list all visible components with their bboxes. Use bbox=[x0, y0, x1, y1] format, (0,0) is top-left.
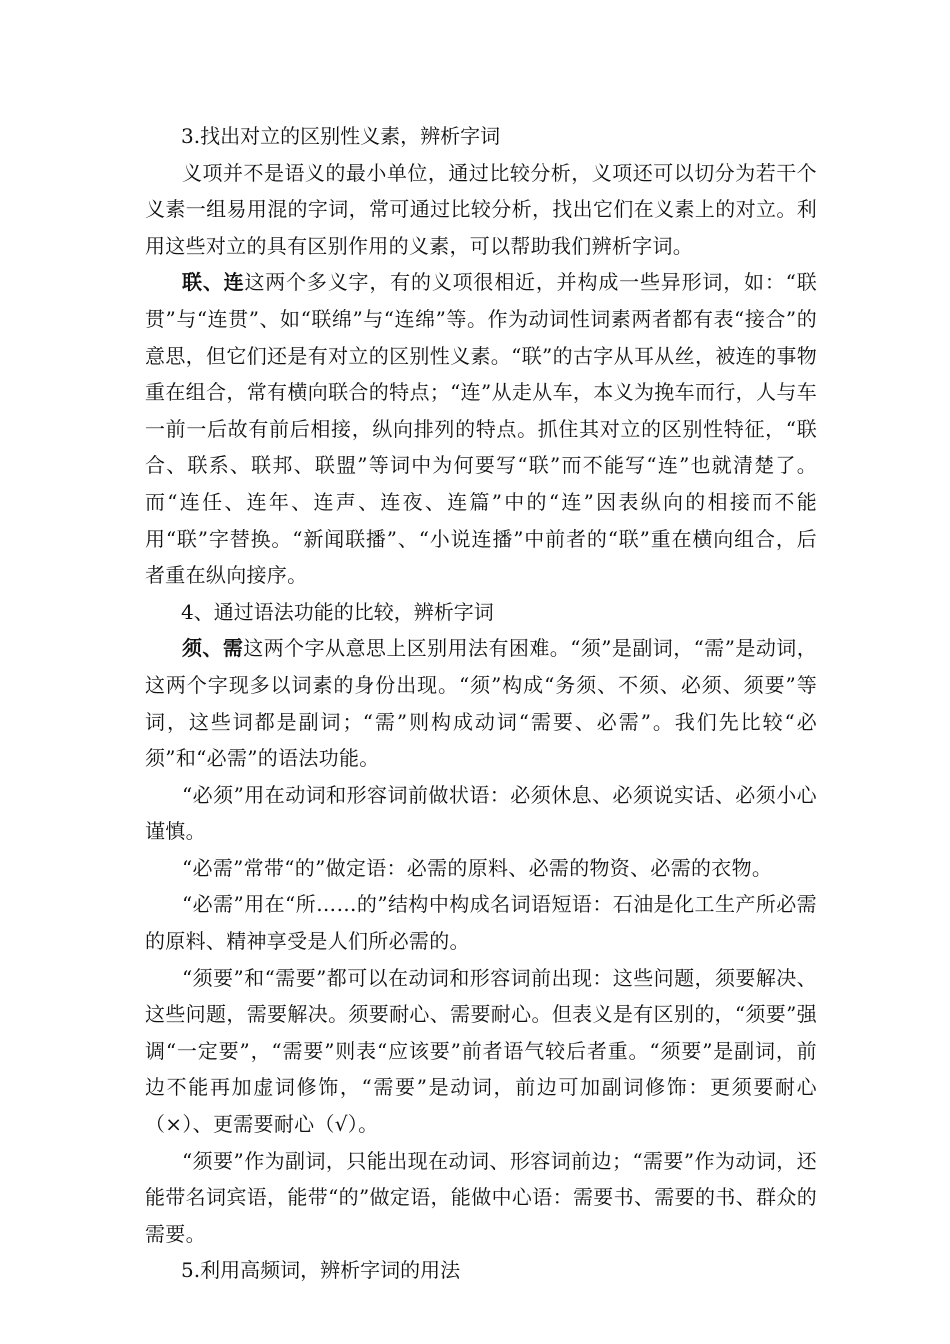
paragraph-xuyao-compare: “须要”和“需要”都可以在动词和形容词前出现：这些问题，须要解决、这些问题，需要解决。须要耐心、需要耐心。但表义是有区别的，“须要”强调“一定要”，“需要”则表“应该要”前者语气较后者重。“须要”是副词，前边不能再加虚词修饰，“需要”是动词，前边可加副词修饰：更须要耐心（×）、更需要耐心（√）。 bbox=[145, 965, 817, 1137]
paragraph-bixu-suode: “必需”用在“所……的”结构中构成名词语短语：石油是化工生产所必需的原料、精神享受是人们所必需的。 bbox=[145, 892, 817, 954]
paragraph-xu-xu bbox=[145, 630, 817, 776]
section-heading-4: 4、通过语法功能的比较，辨析字词 bbox=[181, 599, 494, 624]
paragraph-xu-xu-text: 这两个字从意思上区别用法有困难。“须”是副词，“需”是动词，这两个字现多以词素的身份出现。“须”构成“务须、不须、必须、须要”等词，这些词都是副词；“需”则构成动词“需要、必需”。我们先比较“必须”和“必需”的语法功能。 bbox=[145, 636, 817, 771]
document-page bbox=[145, 118, 817, 1289]
section-heading-5: 5.利用高频词，辨析字词的用法 bbox=[181, 1258, 461, 1283]
paragraph-xuyao-function: “须要”作为副词，只能出现在动词、形容词前边；“需要”作为动词，还能带名词宾语，能带“的”做定语，能做中心语：需要书、需要的书、群众的需要。 bbox=[145, 1148, 817, 1246]
paragraph-lian-lian bbox=[145, 264, 817, 593]
paragraph-lian-lian-text: 这两个多义字，有的义项很相近，并构成一些异形词，如：“联贯”与“连贯”、如“联绵”与“连绵”等。作为动词性词素两者都有表“接合”的意思，但它们还是有对立的区别性义素。“联”的古字从耳从丝，被连的事物重在组合，常有横向联合的特点；“连”从走从车，本义为挽车而行，人与车一前一后故有前后相接，纵向排列的特点。抓住其对立的区别性特征，“联合、联系、联邦、联盟”等词中为何要写“联”而不能写“连”也就清楚了。而“连任、连年、连声、连夜、连篇”中的“连”因表纵向的相接而不能用“联”字替换。“新闻联播”、“小说连播”中前者的“联”重在横向组合，后者重在纵向接序。 bbox=[145, 270, 817, 588]
paragraph-bixu-attributive: “必需”常带“的”做定语：必需的原料、必需的物资、必需的衣物。 bbox=[182, 855, 773, 880]
keyword-lian-lian: 联、连 bbox=[182, 270, 245, 295]
keyword-xu-xu: 须、需 bbox=[182, 636, 244, 661]
section-heading-3: 3.找出对立的区别性义素，辨析字词 bbox=[181, 124, 501, 148]
paragraph-semantic-units: 义项并不是语义的最小单位，通过比较分析，义项还可以切分为若干个义素一组易用混的字词，常可通过比较分析，找出它们在义素上的对立。利用这些对立的具有区别作用的义素，可以帮助我们辨析字词。 bbox=[145, 160, 817, 258]
paragraph-bixu-usage: “必须”用在动词和形容词前做状语：必须休息、必须说实话、必须小心谨慎。 bbox=[145, 782, 817, 844]
